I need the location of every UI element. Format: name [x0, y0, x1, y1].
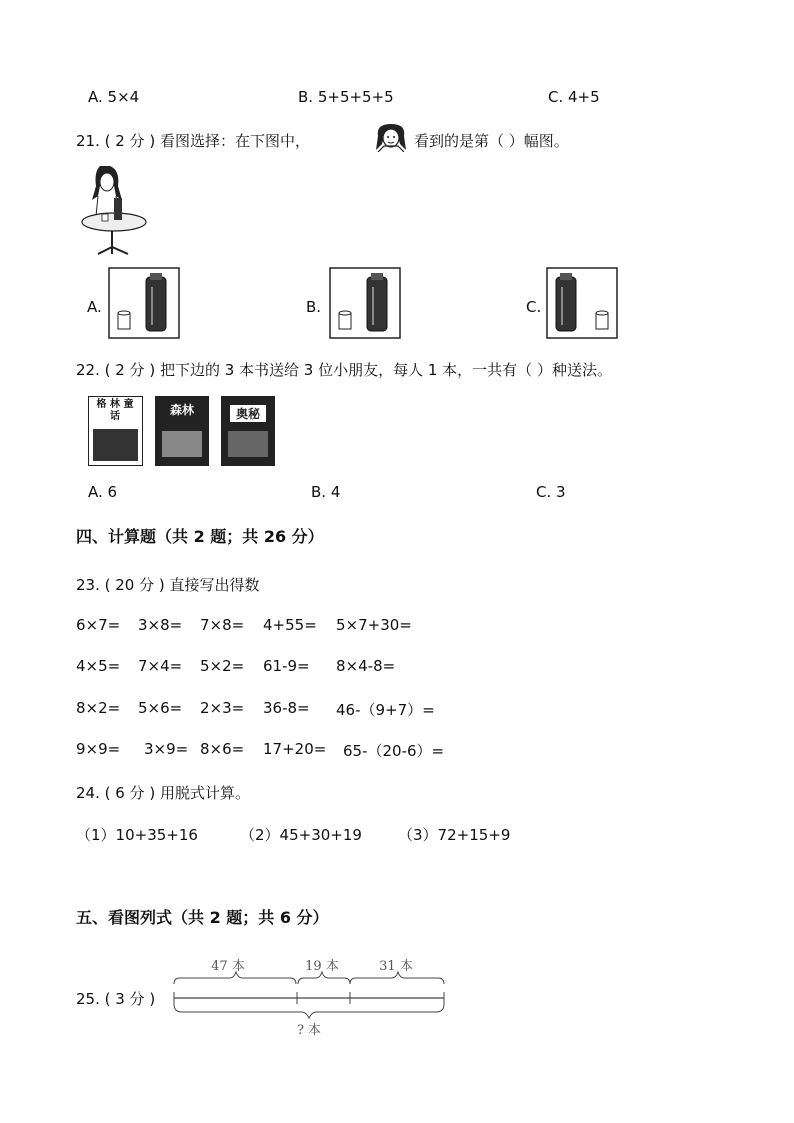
q24-item-3: （3）72+15+9: [398, 826, 511, 844]
calc-r4-c2: 3×9=: [144, 740, 189, 758]
calc-r1-c4: 4+55=: [263, 616, 317, 634]
book-title-grimm: 格 林 童 话: [96, 399, 134, 422]
q24-item-1: （1）10+35+16: [76, 826, 198, 844]
calc-r3-c2: 5×6=: [138, 699, 183, 717]
calc-r2-c5: 8×4-8=: [336, 657, 396, 675]
label-19: 19 本: [305, 959, 339, 974]
calc-r2-c2: 7×4=: [138, 657, 183, 675]
segment-diagram: [166, 954, 450, 1040]
bottle-cup-picture-a: [108, 267, 180, 339]
q21-option-b: B.: [306, 298, 322, 316]
calc-r3-c1: 8×2=: [76, 699, 121, 717]
calc-r1-c2: 3×8=: [138, 616, 183, 634]
girl-at-table-illustration: [78, 162, 150, 257]
calc-r3-c5: 46-（9+7）=: [336, 701, 435, 719]
book-title-forest: 森林: [169, 403, 194, 417]
brace-total: [174, 1004, 444, 1018]
label-47: 47 本: [211, 959, 245, 974]
calc-r1-c3: 7×8=: [200, 616, 245, 634]
calc-r2-c3: 5×2=: [200, 657, 245, 675]
calc-r2-c4: 61-9=: [263, 657, 310, 675]
q21-option-a: A.: [87, 298, 102, 316]
q24-title: 24. ( 6 分 ) 用脱式计算。: [76, 784, 250, 802]
label-total: ? 本: [296, 1023, 322, 1038]
label-31: 31 本: [379, 959, 413, 974]
q25-label: 25. ( 3 分 ): [76, 990, 156, 1008]
calc-r4-c5: 65-（20-6）=: [343, 742, 445, 760]
q21-text-after: 看到的是第（ ）幅图。: [414, 132, 569, 150]
q22-option-b: B. 4: [311, 483, 341, 501]
bottle-cup-picture-b: [329, 267, 401, 339]
q20-option-a: A. 5×4: [88, 88, 140, 106]
calc-r2-c1: 4×5=: [76, 657, 121, 675]
calc-r4-c4: 17+20=: [263, 740, 327, 758]
calc-r1-c1: 6×7=: [76, 616, 121, 634]
book-cover-grimm: [88, 396, 143, 466]
calc-r4-c3: 8×6=: [200, 740, 245, 758]
q21-text-before: 21. ( 2 分 ) 看图选择：在下图中，: [76, 132, 310, 150]
bottle-cup-picture-c: [546, 267, 618, 339]
q22-option-a: A. 6: [88, 483, 118, 501]
girl-face-icon: [372, 122, 410, 152]
book-cover-mystery: [221, 396, 275, 466]
q20-option-c: C. 4+5: [548, 88, 600, 106]
q21-option-c: C.: [526, 298, 542, 316]
section-5-heading: 五、看图列式（共 2 题；共 6 分）: [76, 908, 329, 927]
calc-r4-c1: 9×9=: [76, 740, 121, 758]
q20-option-b: B. 5+5+5+5: [298, 88, 394, 106]
q22-option-c: C. 3: [536, 483, 566, 501]
calc-r3-c3: 2×3=: [200, 699, 245, 717]
q22-text: 22. ( 2 分 ) 把下边的 3 本书送给 3 位小朋友，每人 1 本，一共有（ ）种送法。: [76, 361, 612, 379]
book-title-mystery: 奥秘: [230, 405, 266, 422]
q23-title: 23. ( 20 分 ) 直接写出得数: [76, 576, 260, 594]
q24-item-2: （2）45+30+19: [240, 826, 362, 844]
section-4-heading: 四、计算题（共 2 题；共 26 分）: [76, 527, 324, 546]
book-cover-forest: [155, 396, 209, 466]
calc-r1-c5: 5×7+30=: [336, 616, 412, 634]
calc-r3-c4: 36-8=: [263, 699, 310, 717]
